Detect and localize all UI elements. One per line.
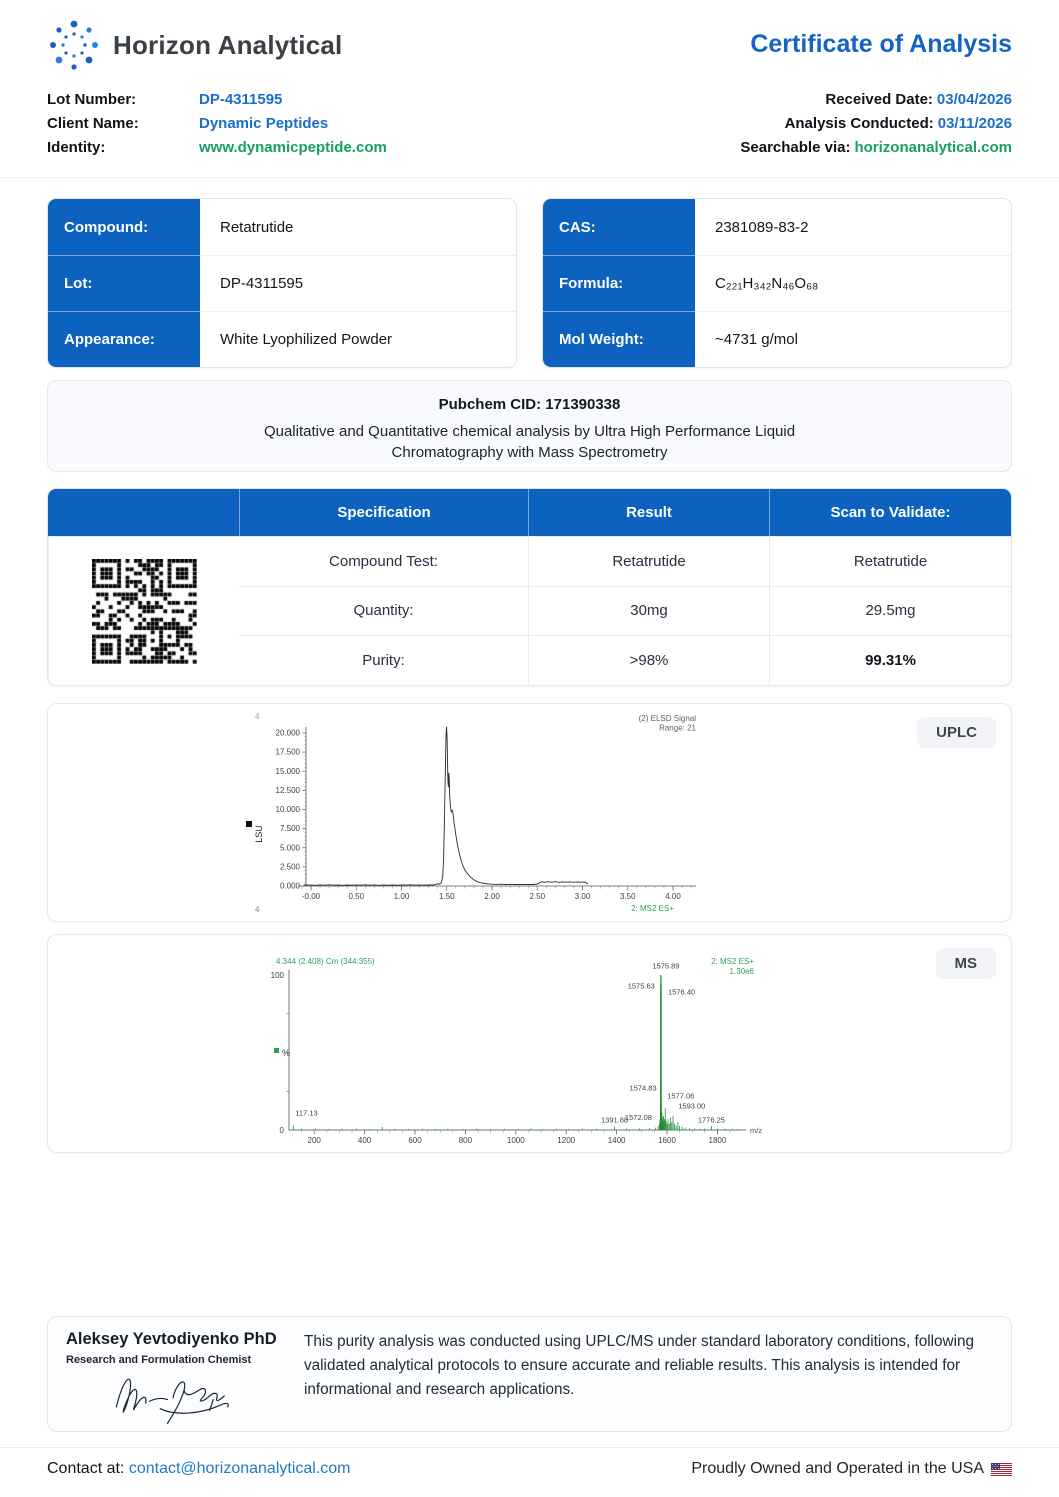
purity-spec: >98% bbox=[528, 635, 769, 685]
svg-text:15.000: 15.000 bbox=[275, 766, 300, 776]
received-date-label: Received Date: bbox=[825, 91, 933, 108]
spec-header-result: Result bbox=[528, 489, 769, 536]
footer-divider bbox=[0, 1447, 1059, 1448]
svg-text:2.500: 2.500 bbox=[279, 862, 300, 872]
brand-name: Horizon Analytical bbox=[113, 29, 343, 60]
formula-label: Formula: bbox=[543, 255, 695, 311]
compound-test-spec: Retatrutide bbox=[528, 536, 769, 586]
mol-weight-value: ~4731 g/mol bbox=[695, 311, 1011, 367]
analysis-date-label: Analysis Conducted: bbox=[784, 115, 934, 132]
svg-text:10.000: 10.000 bbox=[275, 805, 300, 814]
svg-text:1576.40: 1576.40 bbox=[668, 987, 696, 997]
svg-text:200: 200 bbox=[307, 1136, 321, 1145]
quantity-result: 29.5mg bbox=[769, 586, 1011, 636]
appearance-label: Appearance: bbox=[48, 311, 200, 367]
client-name-value: Dynamic Peptides bbox=[199, 115, 329, 132]
specification-table bbox=[47, 488, 1012, 686]
svg-text:100: 100 bbox=[270, 971, 284, 980]
info-row bbox=[48, 199, 516, 255]
info-row bbox=[48, 255, 516, 311]
svg-text:1.00: 1.00 bbox=[393, 892, 410, 901]
signer-role: Research and Formulation Chemist bbox=[66, 1354, 252, 1366]
svg-text:2.50: 2.50 bbox=[529, 892, 546, 901]
compound-value: Retatrutide bbox=[200, 199, 516, 255]
svg-text:4.00: 4.00 bbox=[665, 892, 681, 901]
svg-text:12.500: 12.500 bbox=[275, 785, 300, 795]
svg-text:600: 600 bbox=[408, 1136, 422, 1145]
svg-text:4.344 (2.408) Cm (344:355): 4.344 (2.408) Cm (344:355) bbox=[276, 957, 375, 966]
svg-text:1.50: 1.50 bbox=[438, 892, 455, 901]
svg-text:LSU: LSU bbox=[254, 825, 264, 843]
lot-value: DP-4311595 bbox=[200, 255, 516, 311]
svg-text:2: MS2 ES+: 2: MS2 ES+ bbox=[631, 904, 674, 913]
quantity-label: Quantity: bbox=[239, 586, 528, 636]
compound-test-label: Compound Test: bbox=[239, 536, 528, 586]
svg-text:1574.83: 1574.83 bbox=[629, 1083, 657, 1093]
uplc-badge: UPLC bbox=[917, 717, 996, 748]
footer-right-text: Proudly Owned and Operated in the USA bbox=[691, 1460, 984, 1477]
pubchem-cid: Pubchem CID: 171390338 bbox=[438, 396, 621, 413]
searchable-link[interactable]: horizonanalytical.com bbox=[854, 139, 1012, 156]
analysis-statement: This purity analysis was conducted using UPLC/MS under standard laboratory conditions, following validated analytical protocols to ensure accurate and reliable results. This analysis is intended for informational and research applications. bbox=[304, 1333, 975, 1398]
svg-text:%: % bbox=[282, 1048, 291, 1058]
compound-info-card bbox=[47, 198, 517, 368]
svg-text:2.00: 2.00 bbox=[484, 892, 500, 901]
uplc-chromatogram bbox=[238, 709, 798, 917]
lot-label: Lot: bbox=[48, 255, 200, 311]
svg-text:1800: 1800 bbox=[708, 1136, 727, 1145]
svg-text:1000: 1000 bbox=[506, 1136, 525, 1145]
svg-text:1575.89: 1575.89 bbox=[652, 961, 680, 971]
contact-line bbox=[47, 1460, 351, 1478]
appearance-value: White Lyophilized Powder bbox=[200, 311, 516, 367]
svg-text:7.500: 7.500 bbox=[279, 824, 300, 834]
svg-text:17.500: 17.500 bbox=[275, 747, 300, 757]
analysis-date-value: 03/11/2026 bbox=[937, 115, 1012, 132]
svg-text:1200: 1200 bbox=[557, 1136, 576, 1145]
ms-spectrum bbox=[238, 940, 798, 1152]
svg-text:1400: 1400 bbox=[607, 1136, 626, 1145]
logo-dots-icon bbox=[47, 18, 101, 72]
svg-text:0.000: 0.000 bbox=[279, 881, 300, 891]
us-flag-icon bbox=[991, 1463, 1012, 1476]
svg-text:1.30e6: 1.30e6 bbox=[729, 967, 754, 976]
signature-image bbox=[64, 1363, 304, 1427]
formula-value: C₂₂₁H₃₄₂N₄₆O₆₈ bbox=[695, 255, 1011, 311]
svg-text:1776.25: 1776.25 bbox=[697, 1115, 725, 1125]
client-name-label: Client Name: bbox=[47, 115, 139, 132]
svg-text:Range: 21: Range: 21 bbox=[659, 723, 696, 733]
signature-card bbox=[47, 1316, 1012, 1432]
ms-spectrum-card bbox=[47, 934, 1012, 1153]
info-row bbox=[543, 311, 1011, 367]
purity-label: Purity: bbox=[239, 635, 528, 685]
qr-validate-cell bbox=[48, 536, 239, 685]
mol-weight-label: Mol Weight: bbox=[543, 311, 695, 367]
spec-header-empty bbox=[48, 489, 239, 536]
lot-number-label: Lot Number: bbox=[47, 91, 137, 108]
cas-value: 2381089-83-2 bbox=[695, 199, 1011, 255]
svg-text:1600: 1600 bbox=[658, 1136, 676, 1145]
compound-test-result: Retatrutide bbox=[769, 536, 1011, 586]
info-row bbox=[543, 199, 1011, 255]
footer-right bbox=[691, 1460, 1012, 1478]
svg-text:1391.88: 1391.88 bbox=[600, 1115, 629, 1125]
footer bbox=[47, 1458, 1012, 1486]
spec-header-specification: Specification bbox=[239, 489, 528, 536]
contact-label: Contact at: bbox=[47, 1460, 125, 1477]
svg-text:3.50: 3.50 bbox=[619, 892, 636, 901]
svg-text:(2) ELSD Signal: (2) ELSD Signal bbox=[638, 714, 696, 723]
svg-text:2: MS2 ES+: 2: MS2 ES+ bbox=[711, 957, 754, 966]
qr-code bbox=[92, 559, 197, 664]
svg-text:4: 4 bbox=[255, 712, 260, 721]
svg-text:800: 800 bbox=[458, 1136, 473, 1145]
compound-label: Compound: bbox=[48, 199, 200, 255]
meta-left-block bbox=[47, 88, 387, 160]
svg-text:-0.00: -0.00 bbox=[301, 892, 321, 901]
pubchem-card bbox=[47, 380, 1012, 472]
searchable-label: Searchable via: bbox=[740, 139, 851, 156]
contact-email-link[interactable]: contact@horizonanalytical.com bbox=[128, 1460, 351, 1477]
info-row bbox=[543, 255, 1011, 311]
svg-text:400: 400 bbox=[357, 1136, 372, 1145]
svg-text:117.13: 117.13 bbox=[295, 1108, 318, 1118]
svg-text:0: 0 bbox=[279, 1126, 284, 1135]
ms-badge: MS bbox=[936, 948, 997, 979]
page-title: Certificate of Analysis bbox=[750, 30, 1012, 58]
svg-text:1572.08: 1572.08 bbox=[624, 1113, 652, 1123]
svg-text:4: 4 bbox=[255, 905, 260, 914]
signer-name: Aleksey Yevtodiyenko PhD bbox=[66, 1330, 277, 1348]
quantity-spec: 30mg bbox=[528, 586, 769, 636]
received-date-value: 03/04/2026 bbox=[936, 91, 1012, 108]
info-row bbox=[48, 311, 516, 367]
svg-text:20.000: 20.000 bbox=[275, 728, 300, 738]
uplc-chromatogram-card bbox=[47, 703, 1012, 922]
cas-label: CAS: bbox=[543, 199, 695, 255]
svg-text:1575.63: 1575.63 bbox=[627, 981, 655, 991]
svg-text:1593.00: 1593.00 bbox=[678, 1101, 706, 1111]
header-divider bbox=[0, 177, 1059, 178]
svg-text:5.000: 5.000 bbox=[279, 843, 300, 853]
spec-header-scan: Scan to Validate: bbox=[769, 489, 1011, 536]
lot-number-value: DP-4311595 bbox=[199, 91, 283, 108]
svg-text:0.50: 0.50 bbox=[348, 892, 365, 901]
analysis-description: Qualitative and Quantitative chemical analysis by Ultra High Performance Liquid Chromatography with Mass Spectrometry bbox=[263, 423, 796, 461]
purity-result: 99.31% bbox=[769, 635, 1011, 685]
header-logo bbox=[47, 18, 342, 72]
meta-right-block bbox=[740, 88, 1012, 160]
identity-label: Identity: bbox=[47, 139, 106, 156]
svg-text:3.00: 3.00 bbox=[574, 892, 591, 901]
identity-link[interactable]: www.dynamicpeptide.com bbox=[199, 139, 387, 156]
svg-text:m/z: m/z bbox=[750, 1126, 763, 1135]
svg-text:1577.06: 1577.06 bbox=[667, 1091, 695, 1101]
chemical-info-card bbox=[542, 198, 1012, 368]
